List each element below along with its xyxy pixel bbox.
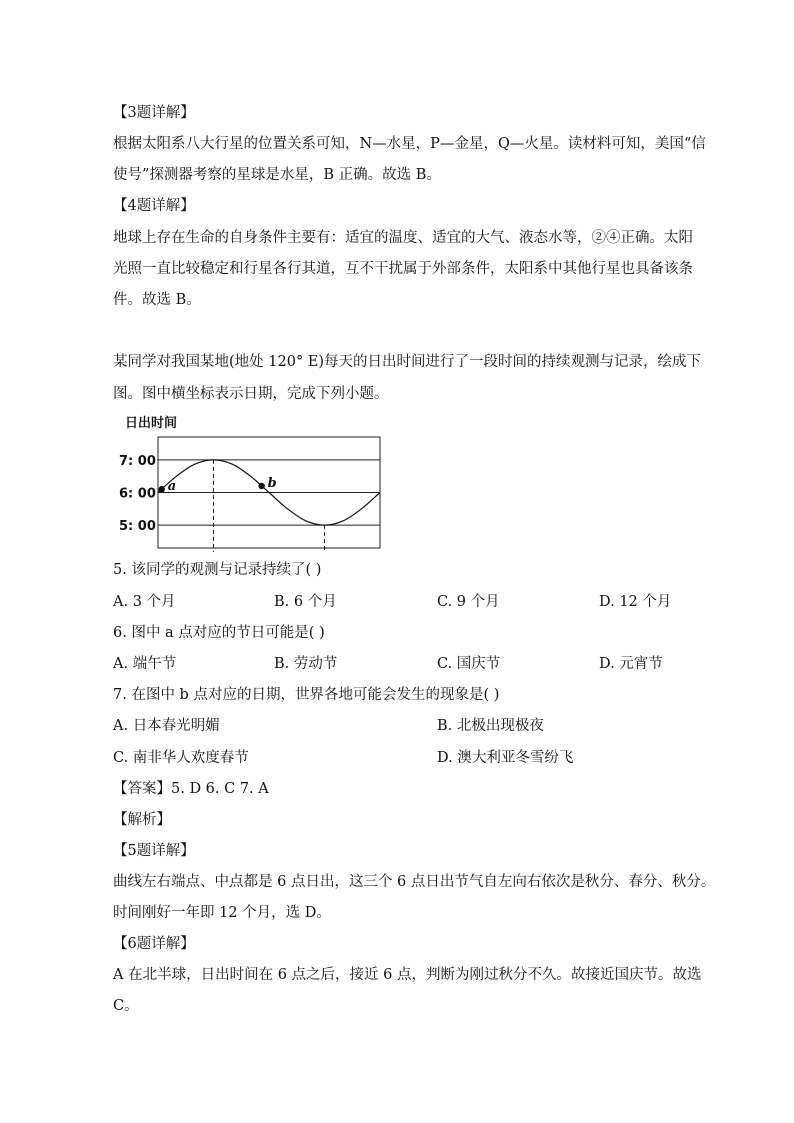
analysis-heading: 【解析】 [113,812,171,828]
q7-stem: 7. 在图中 b 点对应的日期，世界各地可能会发生的现象是( ) [113,687,500,703]
y-tick-label: 7: 00 [119,453,156,469]
q6-detail-line-2: C。 [113,998,139,1014]
intro-line-2: 图。图中横坐标表示日期，完成下列小题。 [113,386,389,402]
q5-detail-line-2: 时间刚好一年即 12 个月，选 D。 [113,905,331,921]
q4-text-line-2: 光照一直比较稳定和行星各行其道，互不干扰属于外部条件，太阳系中其他行星也具备该条 [113,261,693,277]
point-label-a: a [167,479,177,495]
q7-option-a: A. 日本春光明媚 [113,718,220,734]
q4-text-line-3: 件。故选 B。 [113,292,201,308]
q6-detail-line-1: A 在北半球，日出时间在 6 点之后，接近 6 点，判断为刚过秋分不久。故接近国庆节。故选 [113,967,702,983]
y-tick-label: 5: 00 [119,519,156,535]
point-a [159,486,165,492]
q6-stem: 6. 图中 a 点对应的节日可能是( ) [113,625,325,641]
q5-detail-line-1: 曲线左右端点、中点都是 6 点日出，这三个 6 点日出节气自左向右依次是秋分、春分、秋分。 [113,874,716,890]
point-label-b: b [267,475,277,491]
q6-option-a: A. 端午节 [113,656,177,672]
point-b [258,483,264,489]
intro-line-1: 某同学对我国某地(地处 120° E)每天的日出时间进行了一段时间的持续观测与记录，绘成下 [113,354,702,370]
q3-text-line-2: 使号”探测器考察的星球是水星，B 正确。故选 B。 [113,167,441,183]
q7-option-c: C. 南非华人欢度春节 [113,750,249,766]
q4-heading: 【4题详解】 [113,198,195,214]
q5-option-b: B. 6 个月 [274,594,337,610]
q5-option-c: C. 9 个月 [437,594,500,610]
q3-text-line-1: 根据太阳系八大行星的位置关系可知，N—水星，P—金星，Q—火星。读材料可知，美国“信 [113,136,706,152]
chart-title: 日出时间 [125,416,178,431]
q5-stem: 5. 该同学的观测与记录持续了( ) [113,562,322,578]
sunrise-chart [113,410,388,552]
y-tick-label: 6: 00 [119,486,156,502]
q5-option-a: A. 3 个月 [113,594,176,610]
q6-detail-heading: 【6题详解】 [113,936,195,952]
q7-option-b: B. 北极出现极夜 [437,718,544,734]
q6-option-d: D. 元宵节 [599,656,663,672]
q7-option-d: D. 澳大利亚冬雪纷飞 [437,750,574,766]
q4-text-line-1: 地球上存在生命的自身条件主要有：适宜的温度、适宜的大气、液态水等，②④正确。太阳 [113,230,693,246]
q6-option-c: C. 国庆节 [437,656,501,672]
q3-heading: 【3题详解】 [113,105,195,121]
q6-option-b: B. 劳动节 [274,656,338,672]
answer-line: 【答案】5. D 6. C 7. A [113,781,269,797]
q5-option-d: D. 12 个月 [599,594,672,610]
q5-detail-heading: 【5题详解】 [113,843,195,859]
